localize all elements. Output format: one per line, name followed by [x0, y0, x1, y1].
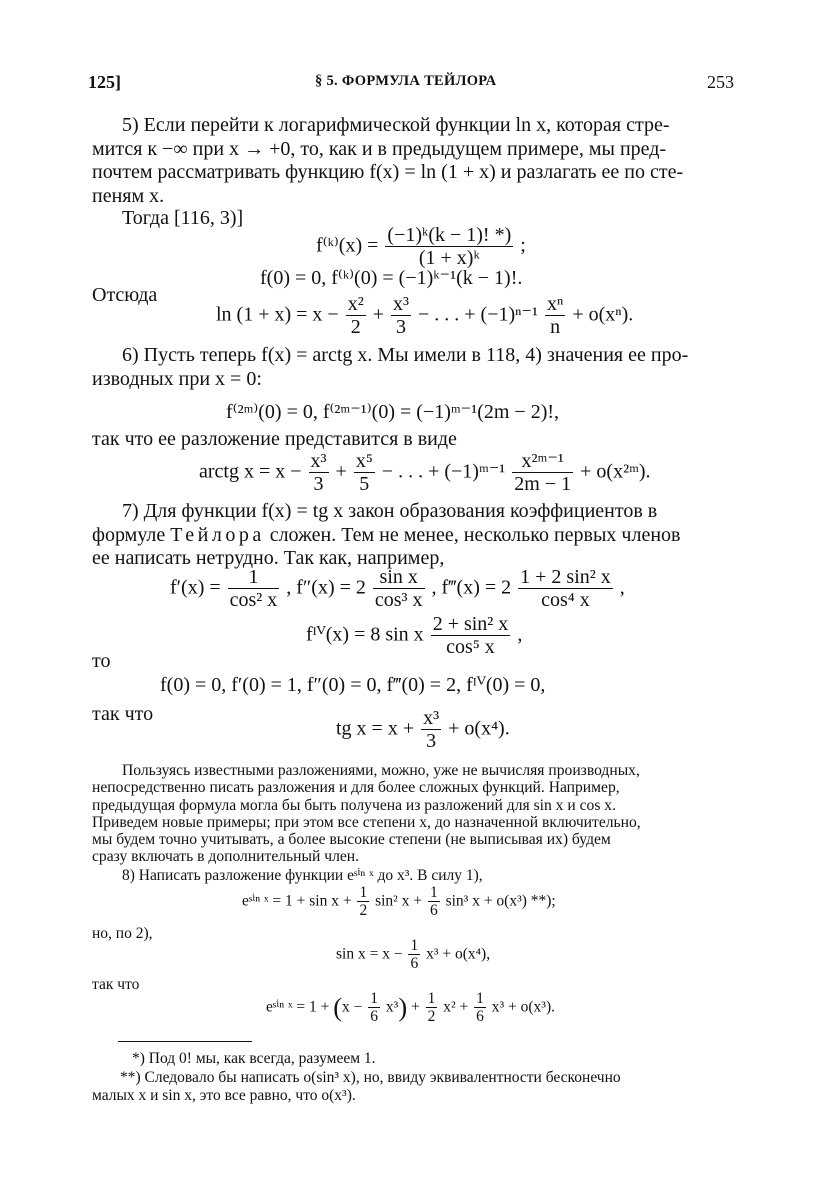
eq12-part-d: x³ + o(x³). — [491, 998, 555, 1016]
eq9-frac — [421, 707, 441, 753]
eq9-num: x³ — [423, 707, 440, 729]
p7-line-3: ее написать нетрудно. Так как, например, — [92, 547, 445, 570]
eq5-part-a: arctg x = x − — [199, 460, 302, 483]
footnote-rule — [118, 1041, 252, 1042]
eq3-f1-den: 2 — [346, 315, 366, 339]
p6-line-1: 6) Пусть теперь f(x) = arctg x. Мы имели в 118, 4) значения ее про- — [122, 344, 689, 366]
eq12-f1-num: 1 — [427, 990, 436, 1007]
small-print-paragraph — [92, 762, 737, 866]
eq5-f1-num: x³ — [310, 450, 327, 472]
eq3-f2-den: 3 — [391, 315, 411, 339]
eq7-den: cos⁵ x — [431, 635, 511, 659]
running-head: § 5. ФОРМУЛА ТЕЙЛОРА — [315, 73, 497, 89]
eq6-part-c: , f‴(x) = 2 — [431, 576, 512, 599]
equation-esin-1 — [242, 884, 556, 920]
eq9-part-b: + o(x⁴). — [448, 717, 510, 740]
eq1-fraction — [385, 224, 513, 270]
eq7-part-a: fᴵⱽ(x) = 8 sin x — [306, 623, 424, 646]
eq11-den: 6 — [410, 955, 419, 973]
eq5-f1-den: 3 — [309, 472, 329, 496]
eq5-part-b: + — [335, 460, 347, 483]
eq3-frac-2 — [391, 293, 411, 339]
eq11-num: 1 — [410, 937, 419, 954]
eq3-frac-1 — [346, 293, 366, 339]
so-that-text: так что — [92, 703, 154, 725]
footnote-2-line-1: **) Следовало бы написать o(sin³ x), но, ввиду эквивалентности бесконечно — [120, 1069, 621, 1086]
p5-line-4: пеням x. — [92, 184, 165, 207]
eq7-num: 2 + sin² x — [432, 613, 509, 635]
eq6-part-b: , f″(x) = 2 — [286, 576, 366, 599]
equation-f0: f(0) = 0, f⁽ᵏ⁾(0) = (−1)ᵏ⁻¹(k − 1)!. — [260, 267, 523, 289]
eq5-frac-1 — [309, 450, 329, 496]
eq3-f2-num: x³ — [393, 293, 409, 315]
eq3-part-b: + — [372, 303, 384, 326]
eq5-frac-3 — [512, 450, 573, 496]
p7-line-1: 7) Для функции f(x) = tg x закон образования коэффициентов в — [122, 500, 658, 522]
eq6-f1-num: 1 — [248, 566, 259, 588]
eq12-pf-den: 6 — [370, 1008, 379, 1026]
equation-esin-final — [266, 990, 555, 1026]
eq6-f1-den: cos² x — [229, 589, 278, 611]
p7-line-2 — [92, 524, 737, 548]
eq3-f3-num: xⁿ — [547, 293, 564, 315]
eq5-f2-den: 5 — [354, 472, 375, 496]
small-line-1: Пользуясь известными разложениями, можно, уже не вычисляя производных, — [122, 762, 640, 779]
eq12-frac-2 — [474, 990, 486, 1026]
p5-line-2: мится к −∞ при x → +0, то, как и в предыдущем примере, мы пред- — [92, 137, 667, 160]
p5-line-1: 5) Если перейти к логарифмической функции ln x, которая стре- — [122, 114, 670, 136]
eq7-frac — [431, 613, 511, 659]
eq12-frac-1 — [426, 990, 438, 1026]
eq5-part-d: + o(x²ᵐ). — [580, 460, 651, 483]
eq12-f2-num: 1 — [476, 990, 484, 1007]
equation-tg-derivs — [170, 566, 625, 612]
then-word: то — [92, 650, 111, 672]
eq5-f3-den: 2m − 1 — [514, 473, 572, 495]
small-line-2: непосредственно писать разложения и для более сложных функций. Например, — [92, 779, 620, 797]
eq5-f3-num: x²ᵐ⁻¹ — [521, 450, 564, 472]
eq3-part-d: + o(xⁿ). — [572, 303, 634, 326]
but-by-2-text: но, по 2), — [92, 925, 153, 942]
eq11-part-a: sin x = x − — [336, 945, 403, 963]
eq12-f1-den: 2 — [427, 1008, 436, 1026]
eq12-part-a: eˢⁱⁿ ˣ = 1 + — [266, 998, 330, 1016]
equation-fk — [316, 224, 526, 270]
eq5-part-c: − . . . + (−1)ᵐ⁻¹ — [381, 460, 506, 483]
small-line-3: предыдущая формула могла бы быть получена из разложений для sin x и cos x. — [92, 796, 616, 814]
eq3-frac-3 — [545, 293, 565, 339]
eq12-paren-frac — [368, 990, 380, 1026]
eq12-part-b: + — [410, 998, 420, 1016]
eq3-f1-num: x² — [347, 293, 364, 315]
equation-tg-expansion — [336, 707, 510, 753]
eq12-paren-b: x³ — [385, 998, 399, 1016]
p7-line-2-b: сложен. Тем не менее, несколько первых членов — [269, 523, 681, 546]
equation-tg-fourth — [306, 613, 522, 659]
eq9-den: 3 — [421, 729, 441, 753]
paragraph-6 — [92, 344, 737, 391]
eq11-frac — [408, 937, 420, 973]
small-line-4: Приведем новые примеры; при этом все степени x, до назначенной включительно, — [92, 813, 641, 831]
eq1-num: (−1)ᵏ(k − 1)! *) — [387, 224, 512, 246]
eq6-frac-2 — [373, 566, 425, 612]
eq12-paren-a: x − — [342, 998, 363, 1016]
eq10-part-a: eˢⁱⁿ ˣ = 1 + sin x + — [242, 892, 352, 910]
paragraph-7 — [92, 500, 737, 571]
p5-line-3: почтем рассматривать функцию f(x) = ln (1 + x) и разлагать ее по сте- — [92, 161, 684, 184]
footnote-2-line-2: малых x и sin x, это все равно, что o(x³). — [92, 1087, 356, 1104]
eq6-f2-num: sin x — [379, 566, 418, 588]
footnote-1: *) Под 0! мы, как всегда, разумеем 1. — [132, 1050, 376, 1067]
equation-ln-expansion — [216, 293, 633, 339]
eq5-frac-2 — [354, 450, 375, 496]
eq11-part-b: x³ + o(x⁴), — [426, 945, 491, 963]
small-line-6: сразу включать в дополнительный член. — [92, 848, 360, 866]
footnote-2 — [92, 1069, 737, 1105]
eq12-left-paren: ( — [333, 993, 343, 1023]
eq10-frac-1 — [357, 884, 369, 920]
so-expansion-text: так что ее разложение представится в виде — [92, 428, 457, 450]
eq10-f1-num: 1 — [359, 884, 368, 901]
eq6-frac-3 — [518, 566, 613, 612]
eq10-part-c: sin³ x + o(x³) **); — [445, 892, 556, 910]
eq1-den: (1 + x)ᵏ — [385, 246, 513, 270]
page-section-number: 125] — [88, 72, 121, 92]
eq5-f2-num: x⁵ — [355, 450, 373, 472]
eq10-frac-2 — [428, 884, 440, 920]
p7-name-taylor: Тейлора — [170, 523, 265, 546]
so-that-2-text: так что — [92, 976, 140, 993]
eq1-lhs: f⁽ᵏ⁾(x) = — [316, 234, 379, 257]
equation-tg-values: f(0) = 0, f′(0) = 1, f″(0) = 0, f‴(0) = 2, fᴵⱽ(0) = 0, — [160, 674, 546, 696]
eq12-part-c: x² + — [443, 998, 469, 1016]
eq6-f3-den: cos⁴ x — [518, 588, 613, 612]
eq6-f3-num: 1 + 2 sin² x — [520, 566, 611, 588]
eq12-f2-den: 6 — [476, 1008, 484, 1026]
eq10-f2-den: 6 — [429, 902, 438, 920]
eq3-part-c: − . . . + (−1)ⁿ⁻¹ — [418, 303, 539, 326]
eq6-f2-den: cos³ x — [374, 589, 423, 611]
eq12-right-paren: ) — [398, 993, 408, 1023]
then-text: Тогда [116, 3)] — [122, 207, 244, 229]
equation-sin-expansion — [336, 937, 490, 973]
example-8-text: 8) Написать разложение функции eˢⁱⁿ ˣ до x³. В силу 1), — [122, 867, 483, 884]
eq6-frac-1 — [228, 566, 280, 612]
eq6-part-a: f′(x) = — [170, 576, 221, 599]
eq1-tail: ; — [520, 234, 526, 257]
paragraph-5 — [92, 114, 737, 208]
eq7-part-b: , — [517, 623, 523, 646]
eq10-part-b: sin² x + — [375, 892, 423, 910]
eq10-f2-num: 1 — [429, 884, 438, 901]
eq6-part-d: , — [619, 576, 625, 599]
eq3-f3-den: n — [545, 315, 565, 339]
p7-line-2-a: формуле — [92, 523, 166, 546]
eq10-f1-den: 2 — [359, 902, 368, 920]
equation-arctg-expansion — [199, 450, 651, 496]
equation-arctg-derivs: f⁽²ᵐ⁾(0) = 0, f⁽²ᵐ⁻¹⁾(0) = (−1)ᵐ⁻¹(2m − 2)!, — [226, 401, 560, 423]
eq12-pf-num: 1 — [370, 990, 379, 1007]
page-number: 253 — [707, 72, 734, 92]
eq9-part-a: tg x = x + — [336, 717, 415, 740]
eq3-part-a: ln (1 + x) = x − — [216, 303, 339, 326]
p6-line-2: изводных при x = 0: — [92, 367, 262, 390]
hence-text: Отсюда — [92, 284, 158, 306]
small-line-5: мы будем точно учитывать, а более высокие степени (не выписывая их) будем — [92, 831, 611, 849]
